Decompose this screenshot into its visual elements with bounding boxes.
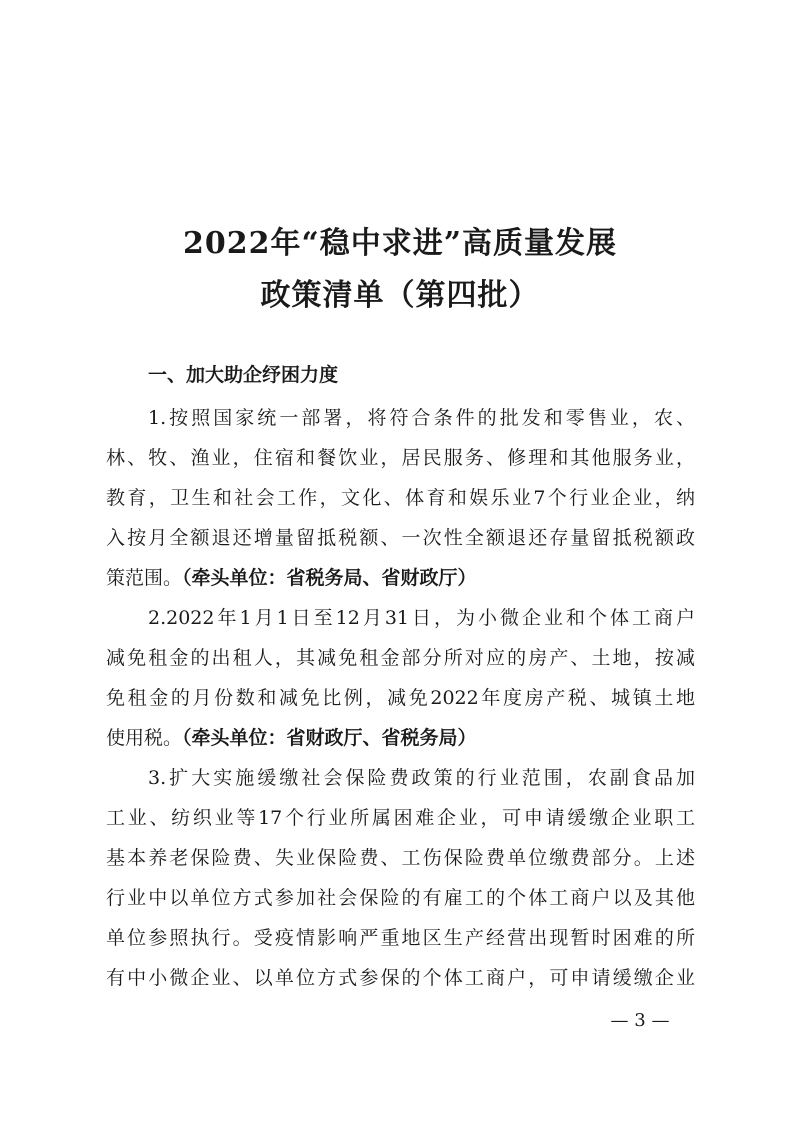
paragraph-2-line: 免租金的月份数和减免比例，减免2022年度房产税、城镇土地 <box>106 687 695 709</box>
paragraph-1-line <box>106 558 695 598</box>
paragraph-1-line: 教育，卫生和社会工作，文化、体育和娱乐业7个行业企业，纳 <box>106 487 695 509</box>
lead-unit-note: （牵头单位：省财政厅、省税务局） <box>182 727 477 749</box>
paragraph-3-line: 有中小微企业、以单位方式参保的个体工商户，可申请缓缴企业 <box>106 967 695 989</box>
paragraph-1-text: 策范围。 <box>106 567 183 589</box>
paragraph-1-line: 入按月全额退还增量留抵税额、一次性全额退还存量留抵税额政 <box>106 527 695 549</box>
paragraph-3-line: 单位参照执行。受疫情影响严重地区生产经营出现暂时困难的所 <box>106 927 695 949</box>
paragraph-2-line: 减免租金的出租人，其减免租金部分所对应的房产、土地，按减 <box>106 647 695 669</box>
paragraph-3-line: 3.扩大实施缓缴社会保险费政策的行业范围，农副食品加 <box>148 767 695 789</box>
paragraph-2-text: 使用税。 <box>106 727 183 749</box>
document-title-line-2: 政策清单（第四批） <box>260 278 540 313</box>
paragraph-3-line: 行业中以单位方式参加社会保险的有雇工的个体工商户以及其他 <box>106 887 695 909</box>
paragraph-2-line <box>106 718 695 758</box>
page-number: — 3 — <box>610 1010 670 1031</box>
lead-unit-note: （牵头单位：省税务局、省财政厅） <box>182 567 477 589</box>
paragraph-3-line: 基本养老保险费、失业保险费、工伤保险费单位缴费部分。上述 <box>106 847 695 869</box>
paragraph-2-line: 2.2022年1月1日至12月31日，为小微企业和个体工商户 <box>148 607 695 629</box>
paragraph-1-line: 1.按照国家统一部署，将符合条件的批发和零售业，农、 <box>148 407 695 429</box>
paragraph-1-line: 林、牧、渔业，住宿和餐饮业，居民服务、修理和其他服务业， <box>106 447 695 469</box>
section-heading: 一、加大助企纾困力度 <box>148 364 339 386</box>
document-title-line-1: 2022年“稳中求进”高质量发展 <box>182 226 617 261</box>
paragraph-3-line: 工业、纺织业等17个行业所属困难企业，可申请缓缴企业职工 <box>106 807 695 829</box>
